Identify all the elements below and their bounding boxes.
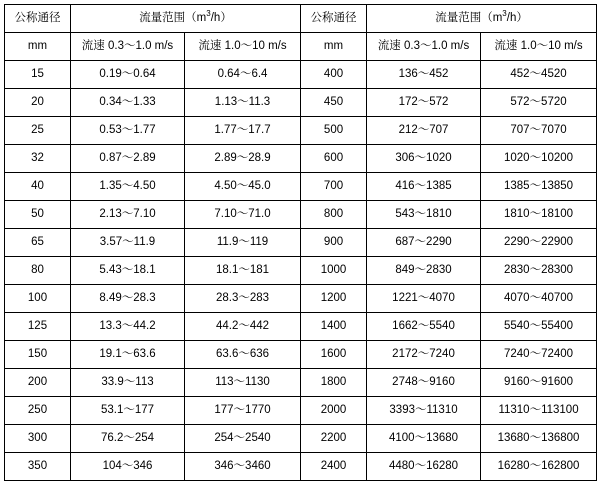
cell-low-left: 0.34～1.33 — [71, 89, 185, 117]
cell-dn-right: 700 — [301, 173, 367, 201]
cell-high-right: 2830～28300 — [481, 257, 597, 285]
cell-high-right: 13680～136800 — [481, 425, 597, 453]
cell-low-left: 19.1～63.6 — [71, 341, 185, 369]
cell-dn-left: 15 — [5, 61, 71, 89]
cell-low-right: 849～2830 — [367, 257, 481, 285]
table-row — [5, 313, 597, 341]
cell-low-right: 3393～11310 — [367, 397, 481, 425]
flow-range-table — [4, 4, 597, 481]
cell-low-left: 8.49～28.3 — [71, 285, 185, 313]
cell-dn-left: 50 — [5, 201, 71, 229]
cell-dn-right: 500 — [301, 117, 367, 145]
cell-dn-right: 1000 — [301, 257, 367, 285]
cell-high-left: 254～2540 — [185, 425, 301, 453]
cell-high-left: 346～3460 — [185, 453, 301, 481]
header-flow-range-right-sup: 3 — [502, 9, 507, 19]
cell-high-right: 452～4520 — [481, 61, 597, 89]
cell-low-right: 416～1385 — [367, 173, 481, 201]
header-velocity-low-right: 流速 0.3～1.0 m/s — [367, 33, 481, 61]
cell-dn-right: 1200 — [301, 285, 367, 313]
header-unit-mm-right: mm — [301, 33, 367, 61]
cell-low-right: 306～1020 — [367, 145, 481, 173]
cell-high-left: 1.13～11.3 — [185, 89, 301, 117]
cell-low-right: 1662～5540 — [367, 313, 481, 341]
table-row — [5, 453, 597, 481]
header-nominal-diameter-right: 公称通径 — [301, 5, 367, 33]
table-header-main-row — [5, 5, 597, 33]
cell-high-right: 707～7070 — [481, 117, 597, 145]
cell-low-left: 53.1～177 — [71, 397, 185, 425]
cell-low-left: 2.13～7.10 — [71, 201, 185, 229]
cell-dn-right: 1800 — [301, 369, 367, 397]
cell-dn-left: 65 — [5, 229, 71, 257]
cell-high-left: 4.50～45.0 — [185, 173, 301, 201]
cell-low-left: 104～346 — [71, 453, 185, 481]
cell-low-right: 136～452 — [367, 61, 481, 89]
header-unit-mm-left: mm — [5, 33, 71, 61]
table-row — [5, 257, 597, 285]
table-row — [5, 173, 597, 201]
header-flow-range-right — [367, 5, 597, 33]
cell-high-left: 44.2～442 — [185, 313, 301, 341]
flow-range-table-sheet — [0, 4, 600, 485]
cell-high-left: 177～1770 — [185, 397, 301, 425]
cell-dn-left: 300 — [5, 425, 71, 453]
cell-low-right: 4100～13680 — [367, 425, 481, 453]
header-nominal-diameter-left: 公称通径 — [5, 5, 71, 33]
header-flow-range-left-text: 流量范围（m — [139, 12, 207, 25]
cell-high-left: 63.6～636 — [185, 341, 301, 369]
cell-low-right: 1221～4070 — [367, 285, 481, 313]
cell-high-left: 7.10～71.0 — [185, 201, 301, 229]
cell-high-right: 9160～91600 — [481, 369, 597, 397]
cell-dn-left: 40 — [5, 173, 71, 201]
cell-high-right: 11310～113100 — [481, 397, 597, 425]
table-row — [5, 61, 597, 89]
cell-high-right: 1020～10200 — [481, 145, 597, 173]
header-velocity-high-right: 流速 1.0～10 m/s — [481, 33, 597, 61]
cell-high-right: 5540～55400 — [481, 313, 597, 341]
cell-dn-left: 125 — [5, 313, 71, 341]
cell-high-left: 113～1130 — [185, 369, 301, 397]
header-velocity-low-left: 流速 0.3～1.0 m/s — [71, 33, 185, 61]
cell-dn-left: 20 — [5, 89, 71, 117]
cell-dn-right: 2400 — [301, 453, 367, 481]
table-row — [5, 397, 597, 425]
cell-high-left: 11.9～119 — [185, 229, 301, 257]
header-flow-range-left-sup: 3 — [206, 9, 211, 19]
cell-dn-right: 900 — [301, 229, 367, 257]
cell-low-left: 0.53～1.77 — [71, 117, 185, 145]
cell-low-left: 3.57～11.9 — [71, 229, 185, 257]
cell-low-left: 1.35～4.50 — [71, 173, 185, 201]
table-row — [5, 285, 597, 313]
cell-dn-right: 450 — [301, 89, 367, 117]
header-flow-range-left — [71, 5, 301, 33]
cell-dn-right: 1600 — [301, 341, 367, 369]
cell-low-right: 543～1810 — [367, 201, 481, 229]
table-row — [5, 369, 597, 397]
cell-high-left: 0.64～6.4 — [185, 61, 301, 89]
table-row — [5, 145, 597, 173]
cell-high-right: 16280～162800 — [481, 453, 597, 481]
cell-high-left: 18.1～181 — [185, 257, 301, 285]
cell-high-right: 4070～40700 — [481, 285, 597, 313]
header-velocity-high-left: 流速 1.0～10 m/s — [185, 33, 301, 61]
cell-dn-left: 250 — [5, 397, 71, 425]
cell-low-left: 33.9～113 — [71, 369, 185, 397]
cell-dn-right: 400 — [301, 61, 367, 89]
cell-low-right: 2748～9160 — [367, 369, 481, 397]
cell-low-right: 4480～16280 — [367, 453, 481, 481]
cell-low-left: 0.19～0.64 — [71, 61, 185, 89]
cell-low-left: 5.43～18.1 — [71, 257, 185, 285]
cell-high-left: 28.3～283 — [185, 285, 301, 313]
cell-high-left: 2.89～28.9 — [185, 145, 301, 173]
cell-low-left: 0.87～2.89 — [71, 145, 185, 173]
cell-dn-left: 350 — [5, 453, 71, 481]
cell-dn-left: 80 — [5, 257, 71, 285]
cell-high-right: 1385～13850 — [481, 173, 597, 201]
cell-high-right: 572～5720 — [481, 89, 597, 117]
table-row — [5, 229, 597, 257]
cell-dn-right: 2000 — [301, 397, 367, 425]
cell-low-left: 76.2～254 — [71, 425, 185, 453]
cell-high-right: 2290～22900 — [481, 229, 597, 257]
table-row — [5, 89, 597, 117]
cell-low-right: 2172～7240 — [367, 341, 481, 369]
cell-dn-left: 32 — [5, 145, 71, 173]
cell-low-right: 172～572 — [367, 89, 481, 117]
cell-high-right: 7240～72400 — [481, 341, 597, 369]
cell-dn-right: 1400 — [301, 313, 367, 341]
cell-low-right: 687～2290 — [367, 229, 481, 257]
header-flow-range-right-tail: /h） — [506, 12, 528, 25]
cell-dn-left: 200 — [5, 369, 71, 397]
header-flow-range-left-tail: /h） — [210, 12, 232, 25]
table-row — [5, 201, 597, 229]
cell-high-right: 1810～18100 — [481, 201, 597, 229]
cell-dn-right: 2200 — [301, 425, 367, 453]
cell-low-left: 13.3～44.2 — [71, 313, 185, 341]
header-flow-range-right-text: 流量范围（m — [435, 12, 503, 25]
table-header-sub-row — [5, 33, 597, 61]
cell-dn-right: 800 — [301, 201, 367, 229]
cell-low-right: 212～707 — [367, 117, 481, 145]
table-row — [5, 341, 597, 369]
table-row — [5, 425, 597, 453]
cell-dn-left: 150 — [5, 341, 71, 369]
cell-dn-right: 600 — [301, 145, 367, 173]
cell-dn-left: 100 — [5, 285, 71, 313]
table-row — [5, 117, 597, 145]
cell-high-left: 1.77～17.7 — [185, 117, 301, 145]
cell-dn-left: 25 — [5, 117, 71, 145]
